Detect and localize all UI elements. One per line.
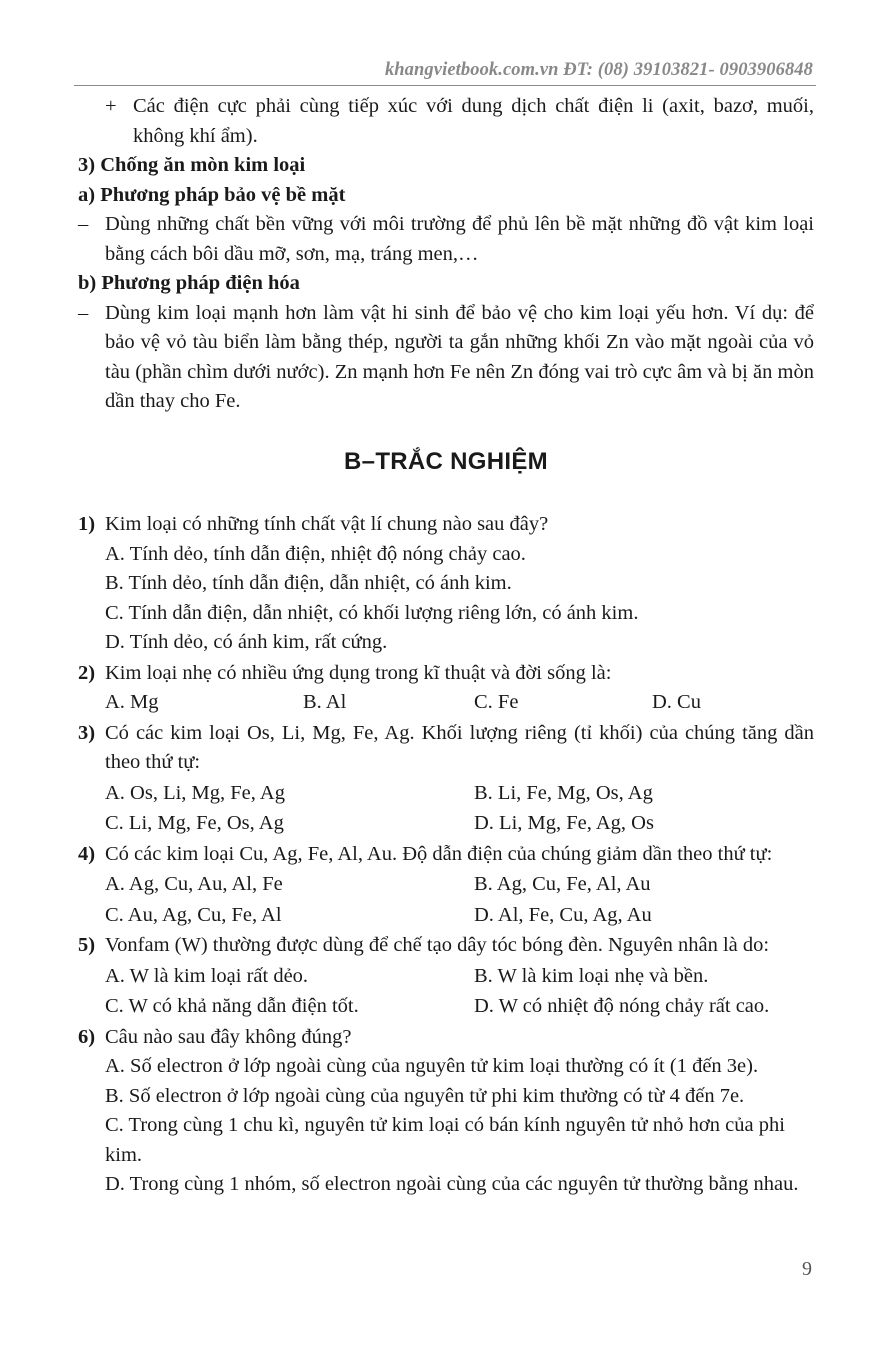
- question-number: 3): [78, 721, 96, 744]
- heading-electrochemical: b) Phương pháp điện hóa: [78, 272, 300, 294]
- q1-option-c: C. Tính dẫn điện, dẫn nhiệt, có khối lượng riêng lớn, có ánh kim.: [105, 601, 639, 624]
- q5-option-b: B. W là kim loại nhẹ và bền.: [474, 964, 709, 987]
- q4-option-b: B. Ag, Cu, Fe, Al, Au: [474, 873, 651, 895]
- question-6: [78, 1023, 814, 1053]
- q3-options-row-1: [78, 779, 814, 809]
- header-rule: [74, 85, 816, 86]
- q3-option-c: C. Li, Mg, Fe, Os, Ag: [105, 812, 284, 834]
- q4-option-a: A. Ag, Cu, Au, Al, Fe: [105, 873, 283, 895]
- q3-options-row-2: [78, 809, 814, 839]
- q6-option-c: C. Trong cùng 1 chu kì, nguyên tử kim loại có bán kính nguyên tử nhỏ hơn của phi kim.: [105, 1114, 785, 1166]
- plus-marker: +: [105, 95, 117, 117]
- q6-option-b: B. Số electron ở lớp ngoài cùng của nguyên tử phi kim thường có từ 4 đến 7e.: [105, 1084, 745, 1107]
- q6-option-a: A. Số electron ở lớp ngoài cùng của nguyên tử kim loại thường có ít (1 đến 3e).: [105, 1055, 759, 1077]
- question-text: Vonfam (W) thường được dùng để chế tạo dây tóc bóng đèn. Nguyên nhân là do:: [105, 934, 770, 956]
- surface-protection-text: Dùng những chất bền vững với môi trường để phủ lên bề mặt những đồ vật kim loại bằng cách bôi dầu mỡ, sơn, mạ, tráng men,…: [105, 213, 814, 265]
- q4-option-c: C. Au, Ag, Cu, Fe, Al: [105, 903, 282, 926]
- dash-marker: –: [78, 301, 89, 324]
- q3-option-b: B. Li, Fe, Mg, Os, Ag: [474, 781, 653, 804]
- q6-option-d: D. Trong cùng 1 nhóm, số electron ngoài cùng của các nguyên tử thường bằng nhau.: [105, 1173, 799, 1195]
- question-number: 4): [78, 842, 96, 865]
- dash-item-surface: [78, 210, 814, 269]
- question-text: Kim loại có những tính chất vật lí chung nào sau đây?: [105, 513, 549, 535]
- question-number: 2): [78, 661, 96, 684]
- q4-option-d: D. Al, Fe, Cu, Ag, Au: [474, 903, 652, 926]
- page-content: [78, 92, 814, 1200]
- question-3: [78, 719, 814, 778]
- dash-item-electrochemical: [78, 299, 814, 417]
- electrochemical-text: Dùng kim loại mạnh hơn làm vật hi sinh để bảo vệ cho kim loại yếu hơn. Ví dụ: để bảo vệ vỏ tàu biển làm bằng thép, người ta gắn những khối Zn vào mặt ngoài của vỏ tàu (phần chìm dưới nước). Zn mạnh hơn Fe nên Zn đóng vai trò cực âm và bị ăn mòn dần thay cho Fe.: [105, 301, 814, 412]
- heading-surface-protection: a) Phương pháp bảo vệ bề mặt: [78, 183, 346, 206]
- q2-option-a: A. Mg: [105, 691, 159, 713]
- q5-options-row-1: [78, 962, 814, 992]
- question-5: [78, 931, 814, 961]
- q2-option-c: C. Fe: [474, 691, 519, 713]
- q1-option-b: B. Tính dẻo, tính dẫn điện, dẫn nhiệt, có ánh kim.: [105, 572, 512, 594]
- q3-option-d: D. Li, Mg, Fe, Ag, Os: [474, 812, 654, 834]
- q5-option-c: C. W có khả năng dẫn điện tốt.: [105, 995, 359, 1017]
- section-title: B–TRẮC NGHIỆM: [344, 447, 548, 475]
- q1-option-a: A. Tính dẻo, tính dẫn điện, nhiệt độ nóng chảy cao.: [105, 542, 526, 565]
- q4-options-row-1: [78, 870, 814, 900]
- q5-options-row-2: [78, 992, 814, 1022]
- page-number: 9: [802, 1258, 812, 1280]
- q3-option-a: A. Os, Li, Mg, Fe, Ag: [105, 781, 285, 804]
- question-4: [78, 840, 814, 870]
- page-header: khangvietbook.com.vn ĐT: (08) 39103821- 0903906848: [384, 60, 813, 80]
- question-text: Có các kim loại Os, Li, Mg, Fe, Ag. Khối lượng riêng (tỉ khối) của chúng tăng dần theo thứ tự:: [105, 721, 814, 773]
- heading-anti-corrosion: 3) Chống ăn mòn kim loại: [78, 154, 306, 176]
- question-number: 1): [78, 513, 96, 535]
- plus-bullet-item: [78, 92, 814, 151]
- dash-marker: –: [78, 213, 89, 235]
- q2-option-d: D. Cu: [652, 691, 701, 713]
- question-text: Có các kim loại Cu, Ag, Fe, Al, Au. Độ dẫn điện của chúng giảm dần theo thứ tự:: [105, 842, 773, 865]
- q4-options-row-2: [78, 901, 814, 931]
- q5-option-a: A. W là kim loại rất dẻo.: [105, 964, 309, 987]
- q5-option-d: D. W có nhiệt độ nóng chảy rất cao.: [474, 995, 770, 1017]
- q2-option-b: B. Al: [303, 691, 347, 713]
- question-text: Kim loại nhẹ có nhiều ứng dụng trong kĩ thuật và đời sống là:: [105, 661, 612, 684]
- question-1: [78, 510, 814, 540]
- question-2: [78, 659, 814, 689]
- question-number: 5): [78, 934, 96, 956]
- question-text: Câu nào sau đây không đúng?: [105, 1025, 352, 1048]
- plus-bullet-text: Các điện cực phải cùng tiếp xúc với dung dịch chất điện li (axit, bazơ, muối, không khí ẩm).: [133, 95, 814, 147]
- question-number: 6): [78, 1025, 96, 1048]
- q2-options: [78, 688, 814, 718]
- q1-option-d: D. Tính dẻo, có ánh kim, rất cứng.: [105, 631, 388, 653]
